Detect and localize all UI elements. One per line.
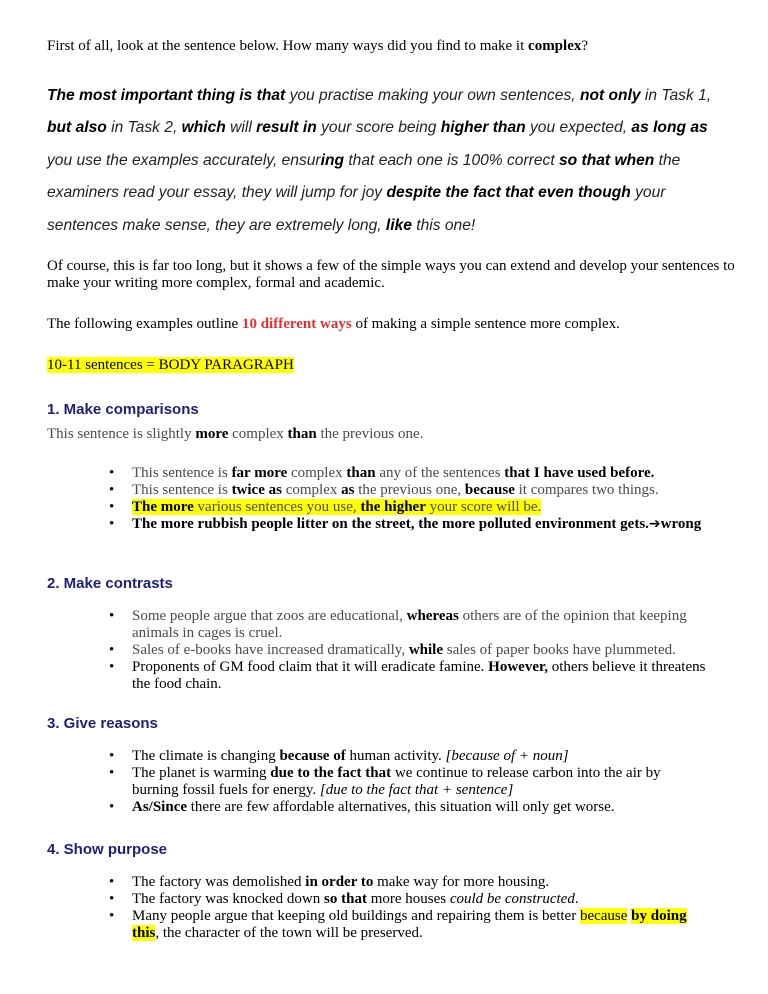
section-heading-reasons: 3. Give reasons (47, 715, 158, 732)
ten-ways-highlight: 10 different ways (241, 316, 352, 332)
purpose-list (47, 874, 707, 942)
arrow-icon: ➔ (648, 516, 661, 532)
list-item: • This sentence is twice as complex as the previous one, because it compares two things. (109, 482, 659, 498)
body-paragraph-label: 10-11 sentences = BODY PARAGRAPH (47, 357, 294, 373)
section-heading-comparisons: 1. Make comparisons (47, 401, 199, 418)
intro-text: First of all, look at the sentence below. How many ways did you find to make it complex? (47, 38, 589, 54)
comparisons-list (47, 465, 707, 533)
list-item: • Sales of e-books have increased dramatically, while sales of paper books have plummeted. (109, 642, 676, 658)
list-item: • The factory was knocked down so that more houses could be constructed. (109, 891, 579, 907)
comparison-intro-sentence: This sentence is slightly more complex than the previous one. (47, 426, 424, 442)
section-heading-purpose: 4. Show purpose (47, 841, 168, 858)
section-heading-contrasts: 2. Make contrasts (47, 575, 173, 592)
list-item: • Many people argue that keeping old buildings and repairing them is better because by doing this, the character of the town will be preserved. (109, 908, 687, 941)
list-item: • The more various sentences you use, the higher your score will be. (109, 499, 542, 515)
following-examples-paragraph: The following examples outline 10 different ways of making a simple sentence more complex. (47, 316, 620, 332)
list-item: • The more rubbish people litter on the street, the more polluted environment gets.➔wrong (109, 516, 702, 532)
list-item: • Some people argue that zoos are educational, whereas others are of the opinion that keeping animals in cages is cruel. (109, 608, 687, 641)
list-item: • Proponents of GM food claim that it will eradicate famine. However, others believe it threatens the food chain. (109, 659, 706, 692)
list-item: • This sentence is far more complex than any of the sentences that I have used before. (109, 465, 655, 481)
contrasts-list (47, 608, 707, 693)
example-sentence: The most important thing is that you practise making your own sentences, not only in Task 1, but also in Task 2, which will result in your score being higher than you expected, as long as you use the examples accurately, ensuring that each one is 100% correct so that when the examiners read your essay, they will jump for joy despite the fact that even though your sentences make sense, they are extremely long, like this one! (47, 87, 712, 234)
list-item: • The factory was demolished in order to make way for more housing. (109, 874, 550, 890)
list-item: • The climate is changing because of human activity. [because of + noun] (109, 748, 569, 764)
list-item: • As/Since there are few affordable alternatives, this situation will only get worse. (109, 799, 615, 815)
of-course-paragraph: Of course, this is far too long, but it shows a few of the simple ways you can extend and develop your sentences to make your writing more complex, formal and academic. (47, 258, 735, 291)
list-item: • The planet is warming due to the fact that we continue to release carbon into the air by burning fossil fuels for energy. [due to the fact that + sentence] (109, 765, 661, 798)
reasons-list (47, 748, 707, 816)
